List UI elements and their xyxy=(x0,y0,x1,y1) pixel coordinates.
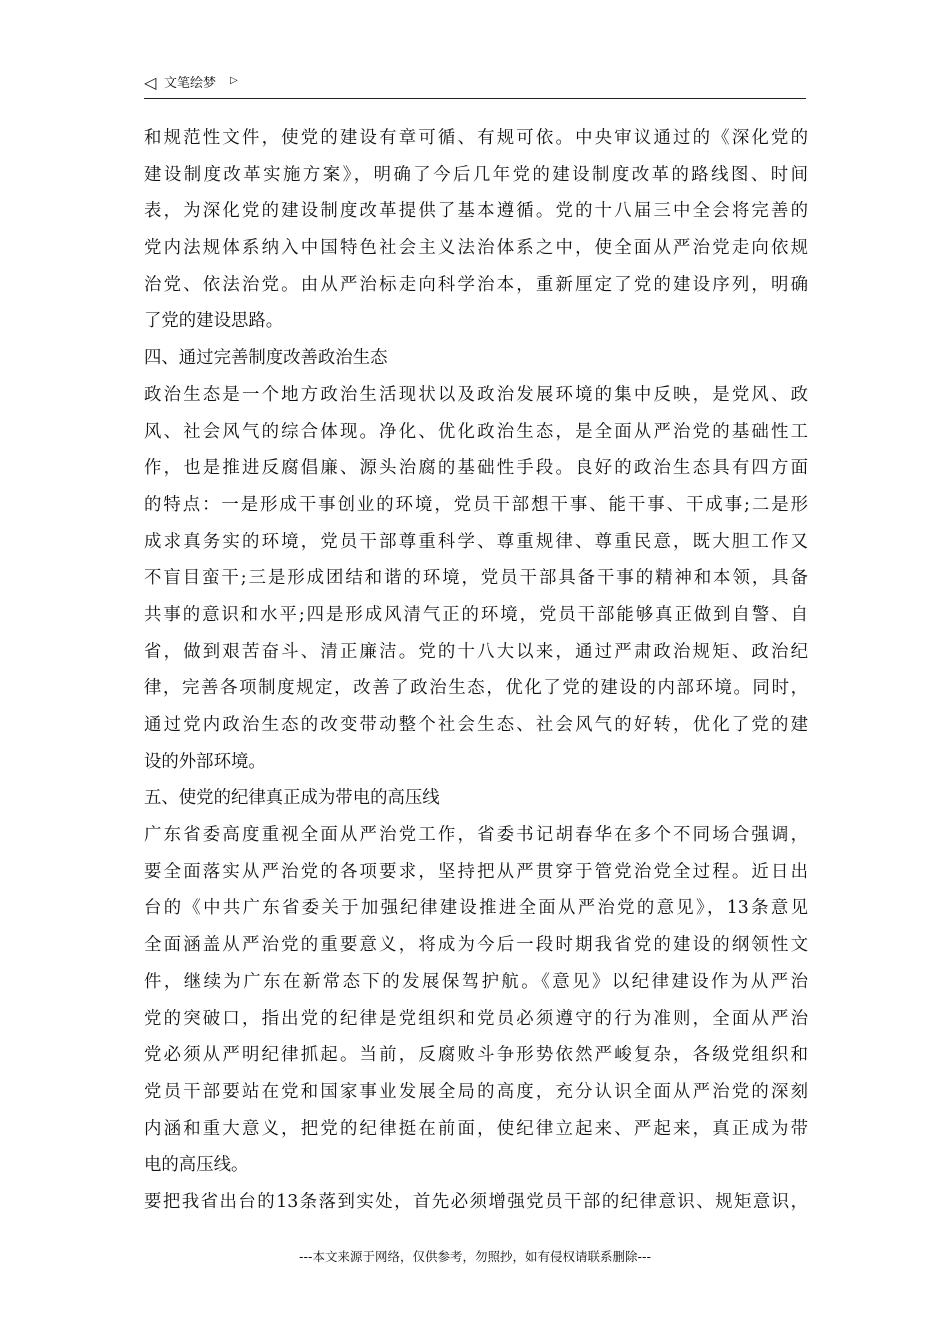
body-line: 成求真务实的环境，党员干部尊重科学、尊重规律、尊重民意，既大胆工作又 xyxy=(144,531,808,552)
page-header xyxy=(144,72,806,99)
body-line: 政治生态是一个地方政治生活现状以及政治发展环境的集中反映，是党风、政 xyxy=(144,384,808,405)
document-body xyxy=(144,120,808,1221)
footer-disclaimer: ---本文来源于网络，仅供参考，勿照抄，如有侵权请联系删除--- xyxy=(298,1249,652,1264)
section-heading: 五、使党的纪律真正成为带电的高压线 xyxy=(144,788,440,809)
body-line: 党内法规体系纳入中国特色社会主义法治体系之中，使全面从严治党走向依规 xyxy=(144,238,808,259)
body-line: 和规范性文件，使党的建设有章可循、有规可依。中央审议通过的《深化党的 xyxy=(144,128,808,148)
body-line: 内涵和重大意义，把党的纪律挺在前面，使纪律立起来、严起来，真正成为带 xyxy=(144,1118,808,1139)
body-line: 的特点：一是形成干事创业的环境，党员干部想干事、能干事、干成事;二是形 xyxy=(144,494,808,515)
body-line: 作，也是推进反腐倡廉、源头治腐的基础性手段。良好的政治生态具有四方面 xyxy=(144,458,808,479)
body-line: 件，继续为广东在新常态下的发展保驾护航。《意见》以纪律建设作为从严治 xyxy=(144,971,808,992)
body-line: 要把我省出台的13条落到实处，首先必须增强党员干部的纪律意识、规矩意识， xyxy=(144,1191,808,1212)
body-line: 广东省委高度重视全面从严治党工作，省委书记胡春华在多个不同场合强调， xyxy=(144,825,808,846)
body-line: 设的外部环境。 xyxy=(144,751,266,772)
body-line: 省，做到艰苦奋斗、清正廉洁。党的十八大以来，通过严肃政治规矩、政治纪 xyxy=(144,641,808,662)
body-line: 党的突破口，指出党的纪律是党组织和党员必须遵守的行为准则，全面从严治 xyxy=(144,1008,808,1029)
body-line: 要全面落实从严治党的各项要求，坚持把从严贯穿于管党治党全过程。近日出 xyxy=(144,861,808,882)
body-line: 不盲目蛮干;三是形成团结和谐的环境，党员干部具备干事的精神和本领，具备 xyxy=(144,568,808,589)
body-line: 全面涵盖从严治党的重要意义，将成为今后一段时期我省党的建设的纲领性文 xyxy=(144,935,808,956)
body-line: 党员干部要站在党和国家事业发展全局的高度，充分认识全面从严治党的深刻 xyxy=(144,1081,808,1102)
body-line: 表，为深化党的建设制度改革提供了基本遵循。党的十八届三中全会将完善的 xyxy=(144,201,808,222)
body-line: 通过党内政治生态的改变带动整个社会生态、社会风气的好转，优化了党的建 xyxy=(144,715,808,735)
triangle-right-outline-icon: ▷ xyxy=(230,75,238,86)
body-line: 台的《中共广东省委关于加强纪律建设推进全面从严治党的意见》，13条意见 xyxy=(144,898,808,919)
body-line: 律，完善各项制度规定，改善了政治生态，优化了党的建设的内部环境。同时， xyxy=(144,678,808,699)
body-line: 党必须从严明纪律抓起。当前，反腐败斗争形势依然严峻复杂，各级党组织和 xyxy=(144,1045,808,1066)
body-line: 共事的意识和水平;四是形成风清气正的环境，党员干部能够真正做到自警、自 xyxy=(144,604,808,625)
body-line: 风、社会风气的综合体现。净化、优化政治生态，是全面从严治党的基础性工 xyxy=(144,421,808,442)
body-line: 建设制度改革实施方案》，明确了今后几年党的建设制度改革的路线图、时间 xyxy=(144,164,808,185)
section-heading: 四、通过完善制度改善政治生态 xyxy=(144,348,388,369)
header-title: 文笔绘梦 xyxy=(164,76,217,91)
triangle-left-outline-icon: ◁ xyxy=(144,73,157,92)
body-line: 了党的建设思路。 xyxy=(144,311,284,332)
body-line: 电的高压线。 xyxy=(144,1155,249,1176)
body-line: 治党、依法治党。由从严治标走向科学治本，重新厘定了党的建设序列，明确 xyxy=(144,274,808,295)
